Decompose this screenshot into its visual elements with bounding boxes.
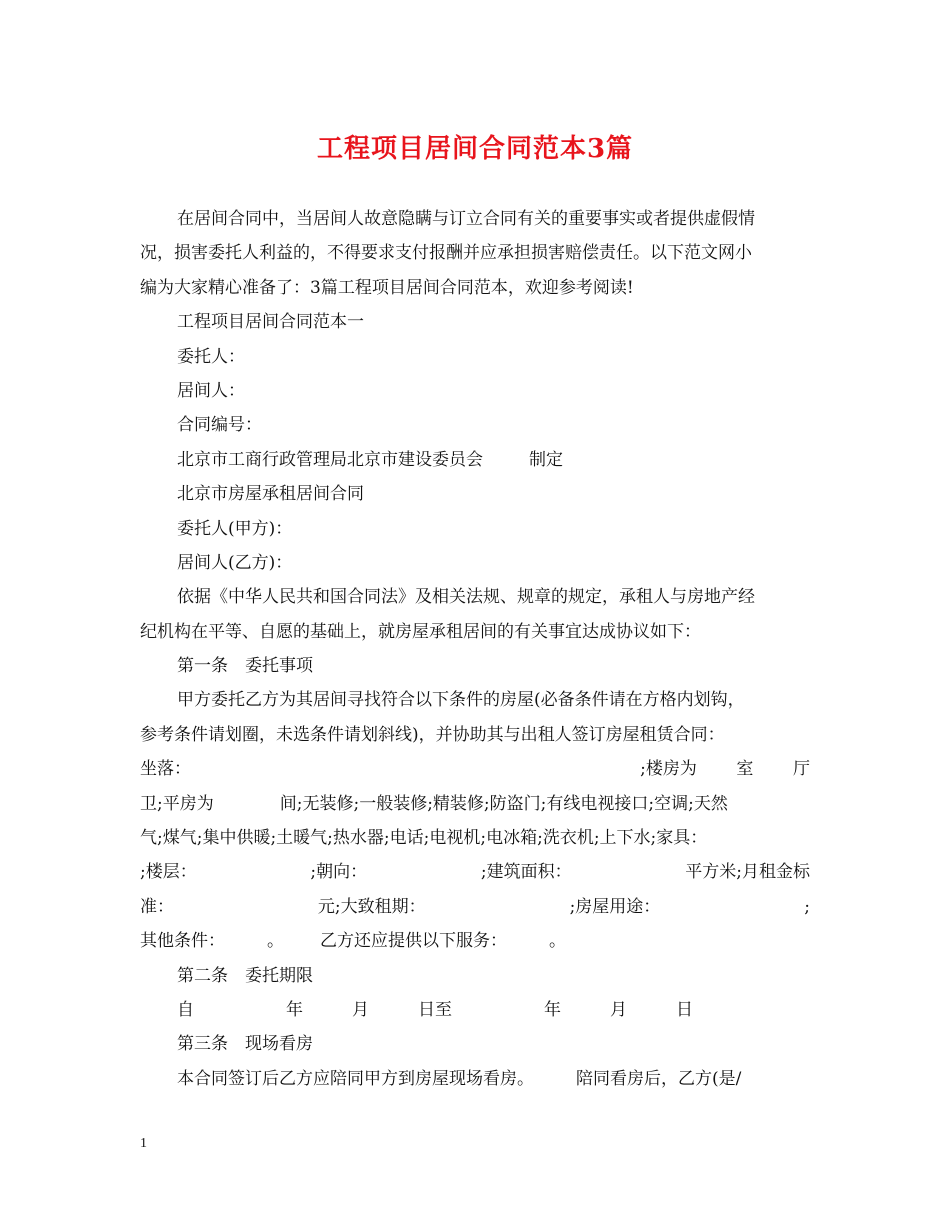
article-number: 第二条 [177,965,228,986]
field-label-orientation: ;朝向： [310,862,368,883]
date-label-month: 月 [352,999,369,1020]
form-line [140,855,810,889]
field-label-standard: 准： [140,896,174,917]
issuer-line [140,443,810,477]
date-label-month: 月 [610,999,627,1020]
document-title: 工程项目居间合同范本3篇 [316,134,634,164]
form-line [140,752,810,786]
paragraph-line: 参考条件请划圈，未选条件请划斜线)，并协助其与出租人签订房屋租赁合同： [140,724,725,745]
article-number: 第三条 [177,1034,228,1055]
contract-name: 北京市房屋承租居间合同 [177,484,364,505]
paragraph-line [140,1062,810,1096]
date-range-line [140,993,810,1027]
period-mark: 。 [267,931,284,952]
article-title: 现场看房 [245,1034,313,1055]
article-heading [140,649,810,683]
date-label-day-to: 日至 [418,999,452,1020]
field-label-location: 坐落： [140,759,191,780]
paragraph-line: 纪机构在平等、自愿的基础上，就房屋承租居间的有关事宜达成协议如下： [140,621,701,642]
article-heading [140,1027,810,1061]
field-label-other: 其他条件： [140,931,225,952]
field-label-usage: ;房屋用途： [569,896,661,917]
article-title: 委托期限 [245,965,313,986]
issuer-text: 北京市工商行政管理局北京市建设委员会 [177,449,483,470]
paragraph-text: 本合同签订后乙方应陪同甲方到房屋现场看房。 [177,1068,534,1089]
field-label-floor: ;楼层： [140,862,197,883]
field-label-room: 室 [736,759,754,780]
paragraph-line: 依据《中华人民共和国合同法》及相关法规、规章的规定，承租人与房地产经 [177,587,755,608]
field-label-party-b: 居间人(乙方)： [177,552,293,573]
form-line [140,890,810,924]
paragraph-text: 陪同看房后，乙方(是/ [576,1068,742,1089]
paragraph-line: 在居间合同中，当居间人故意隐瞒与订立合同有关的重要事实或者提供虚假情 [177,209,755,229]
date-label-year: 年 [286,999,303,1020]
section-heading: 工程项目居间合同范本一 [177,312,364,333]
line-end-mark: ; [804,896,810,917]
article-title: 委托事项 [245,656,313,677]
article-heading [140,959,810,993]
paragraph-line: 编为大家精心准备了：3篇工程项目居间合同范本，欢迎参考阅读! [140,277,634,298]
field-label-hall: 厅 [792,759,810,780]
field-label-building: ;楼房为 [640,759,697,780]
field-label-rent: 平方米;月租金标 [685,862,810,883]
date-label-day: 日 [676,999,693,1020]
field-label-term: 元;大致租期： [317,896,426,917]
paragraph-line: 况，损害委托人利益的，不得要求支付报酬并应承担损害赔偿责任。以下范文网小 [140,243,752,264]
field-label-client: 委托人： [177,346,245,367]
period-mark: 。 [549,931,566,952]
field-label-bath: 卫;平房为 [140,793,214,814]
form-line [140,924,810,958]
field-label-services: 乙方还应提供以下服务： [320,931,507,952]
field-label-area: ;建筑面积： [480,862,572,883]
options-text: 间;无装修;一般装修;精装修;防盗门;有线电视接口;空调;天然 [279,793,728,814]
paragraph-line: 甲方委托乙方为其居间寻找符合以下条件的房屋(必备条件请在方格内划钩， [177,690,745,711]
article-number: 第一条 [177,656,228,677]
field-label-party-a: 委托人(甲方)： [177,518,293,539]
document-body [140,202,810,1096]
page-number: 1 [140,1136,147,1151]
field-label-contract-number: 合同编号： [177,415,262,436]
field-label-broker: 居间人： [177,380,245,401]
form-line [140,787,810,821]
date-label-from: 自 [177,999,194,1020]
issuer-suffix: 制定 [529,449,563,470]
date-label-year: 年 [544,999,561,1020]
options-line: 气;煤气;集中供暖;土暖气;热水器;电话;电视机;电冰箱;洗衣机;上下水;家具： [140,828,708,849]
